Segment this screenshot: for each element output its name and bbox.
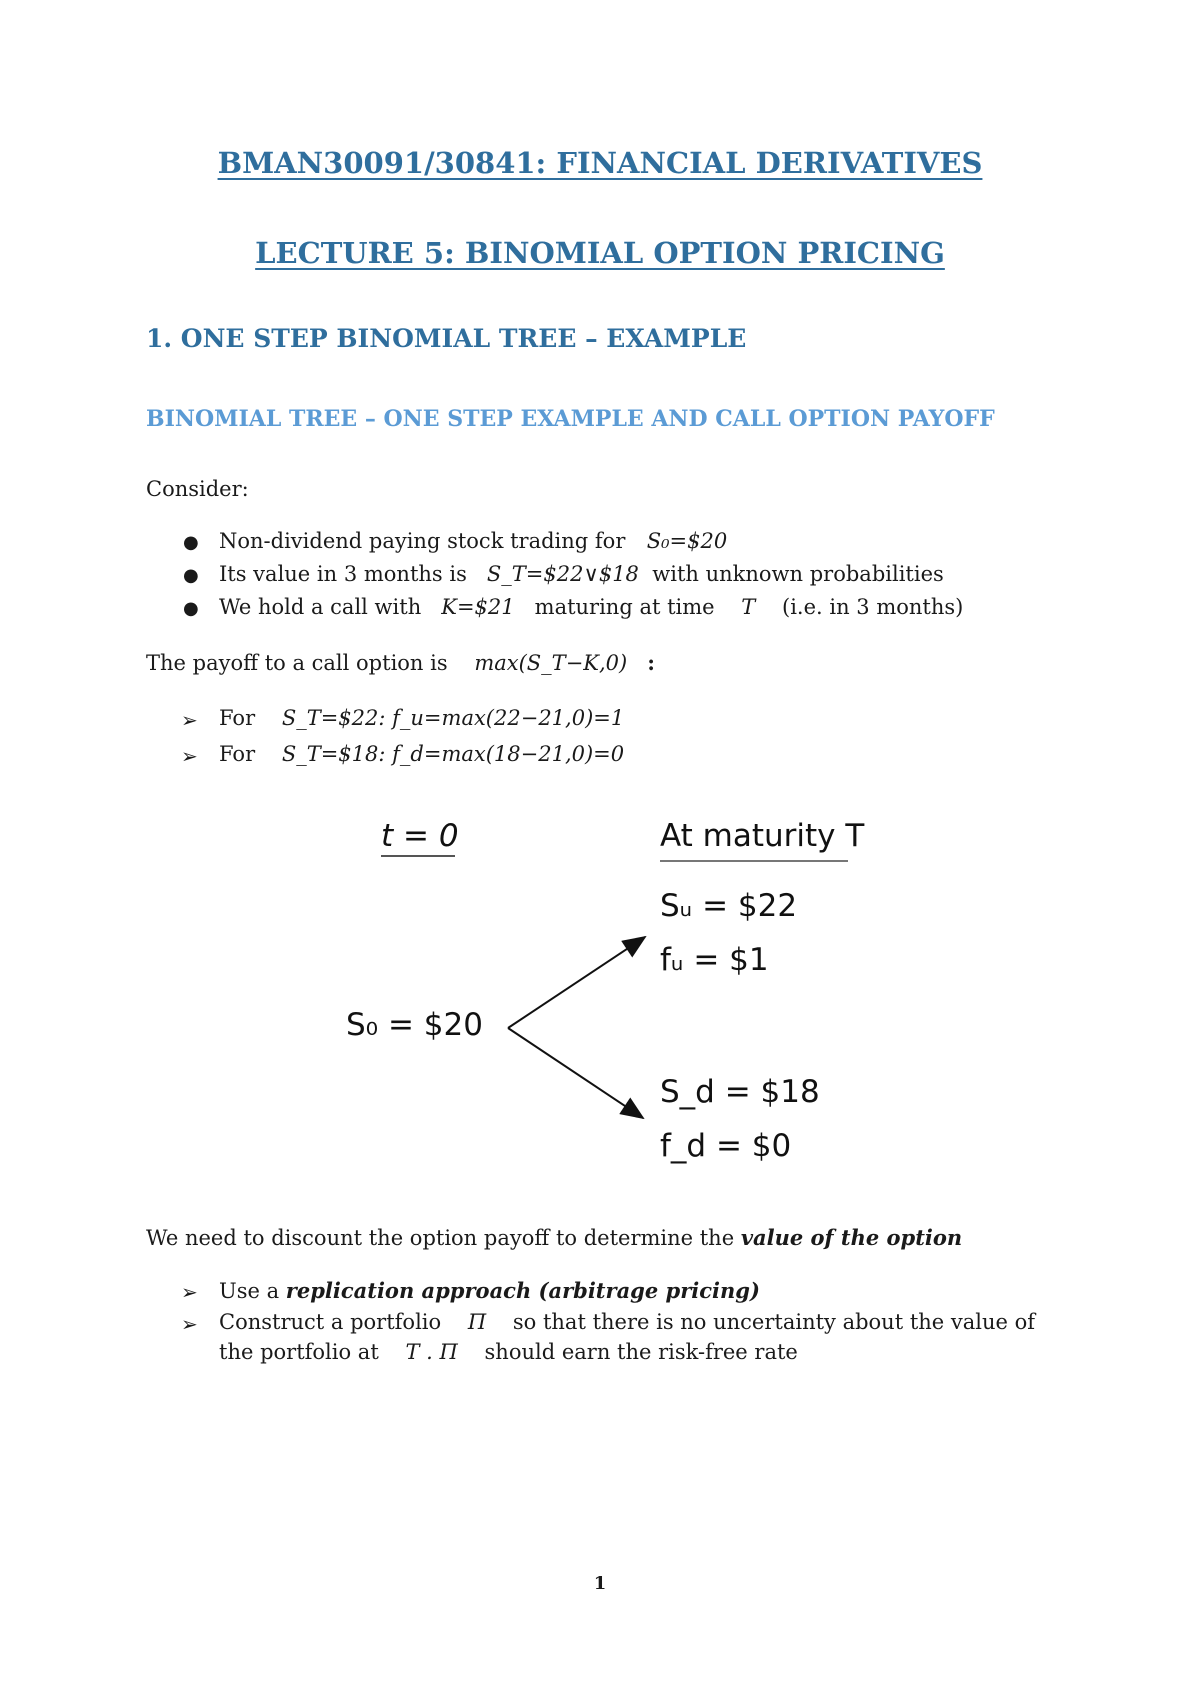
item-text-after: should earn the risk-free rate (484, 1340, 798, 1364)
course-title: BMAN30091/30841: FINANCIAL DERIVATIVES (217, 146, 983, 180)
section-subheading: BINOMIAL TREE – ONE STEP EXAMPLE AND CALL OPTION PAYOFF (146, 406, 995, 432)
down-branch-arrow (508, 1028, 643, 1118)
discount-item-2-line1 (219, 1310, 1035, 1334)
math-pi: Π (467, 1310, 487, 1334)
item-text: Use a (219, 1279, 280, 1303)
sd-label: S_d = $18 (660, 1074, 820, 1110)
case-down (219, 742, 624, 766)
arrow-bullet-icon: ➢ (181, 744, 198, 768)
math-s0: S₀=$20 (646, 529, 728, 553)
arrow-bullet-icon: ➢ (181, 708, 198, 732)
payoff-intro (146, 650, 655, 675)
arrow-bullet-icon: ➢ (181, 1280, 198, 1304)
bullet-dot: ● (183, 598, 199, 619)
case-label: For (219, 706, 256, 730)
discount-text (146, 1225, 962, 1250)
bullet-text-after2: (i.e. in 3 months) (782, 595, 964, 619)
math-st: S_T=$22∨$18 (486, 562, 639, 586)
fd-label: f_d = $0 (660, 1128, 792, 1164)
page-number: 1 (593, 1573, 607, 1594)
math-t: T (741, 595, 756, 619)
up-branch-arrow (508, 937, 645, 1028)
lecture-title: LECTURE 5: BINOMIAL OPTION PRICING (255, 236, 945, 270)
math-t-pi: T . Π (405, 1340, 458, 1364)
tree-svg (0, 800, 1200, 1180)
fu-label: fᵤ = $1 (660, 942, 769, 978)
discount-text-before: We need to discount the option payoff to determine the (146, 1226, 735, 1250)
bullet-text: Its value in 3 months is (219, 562, 467, 586)
consider-text: Consider: (146, 477, 249, 501)
maturity-label: At maturity T (660, 818, 865, 854)
bullet-dot: ● (183, 565, 199, 586)
case-down-math: S_T=$18: f_d=max(18−21,0)=0 (281, 742, 625, 766)
bullet-item-1 (219, 529, 727, 553)
case-up-math: S_T=$22: f_u=max(22−21,0)=1 (281, 706, 625, 730)
case-label: For (219, 742, 256, 766)
payoff-formula: max(S_T−K,0) (474, 651, 628, 675)
bullet-item-2 (219, 562, 944, 586)
case-up (219, 706, 624, 730)
bullet-text-after: maturing at time (534, 595, 715, 619)
item-bold: replication approach (arbitrage pricing) (285, 1278, 760, 1303)
bullet-dot: ● (183, 532, 199, 553)
item-text: Construct a portfolio (219, 1310, 442, 1334)
item-text-after: so that there is no uncertainty about the value of (512, 1310, 1036, 1334)
bullet-text: We hold a call with (219, 595, 422, 619)
section-heading: 1. ONE STEP BINOMIAL TREE – EXAMPLE (146, 324, 747, 353)
payoff-colon: : (647, 650, 656, 675)
t0-label: t = 0 (381, 818, 459, 854)
payoff-intro-text: The payoff to a call option is (146, 651, 448, 675)
discount-item-2-line2 (219, 1340, 798, 1364)
bullet-text-after: with unknown probabilities (652, 562, 944, 586)
item-text: the portfolio at (219, 1340, 379, 1364)
s0-label: S₀ = $20 (346, 1007, 483, 1043)
binomial-tree-diagram (0, 800, 1200, 1180)
arrow-bullet-icon: ➢ (181, 1312, 198, 1336)
su-label: Sᵤ = $22 (660, 888, 798, 924)
discount-item-1 (219, 1278, 760, 1303)
bullet-text: Non-dividend paying stock trading for (219, 529, 626, 553)
discount-text-bold: value of the option (740, 1225, 963, 1250)
bullet-item-3 (219, 595, 963, 619)
math-k: K=$21 (441, 595, 515, 619)
